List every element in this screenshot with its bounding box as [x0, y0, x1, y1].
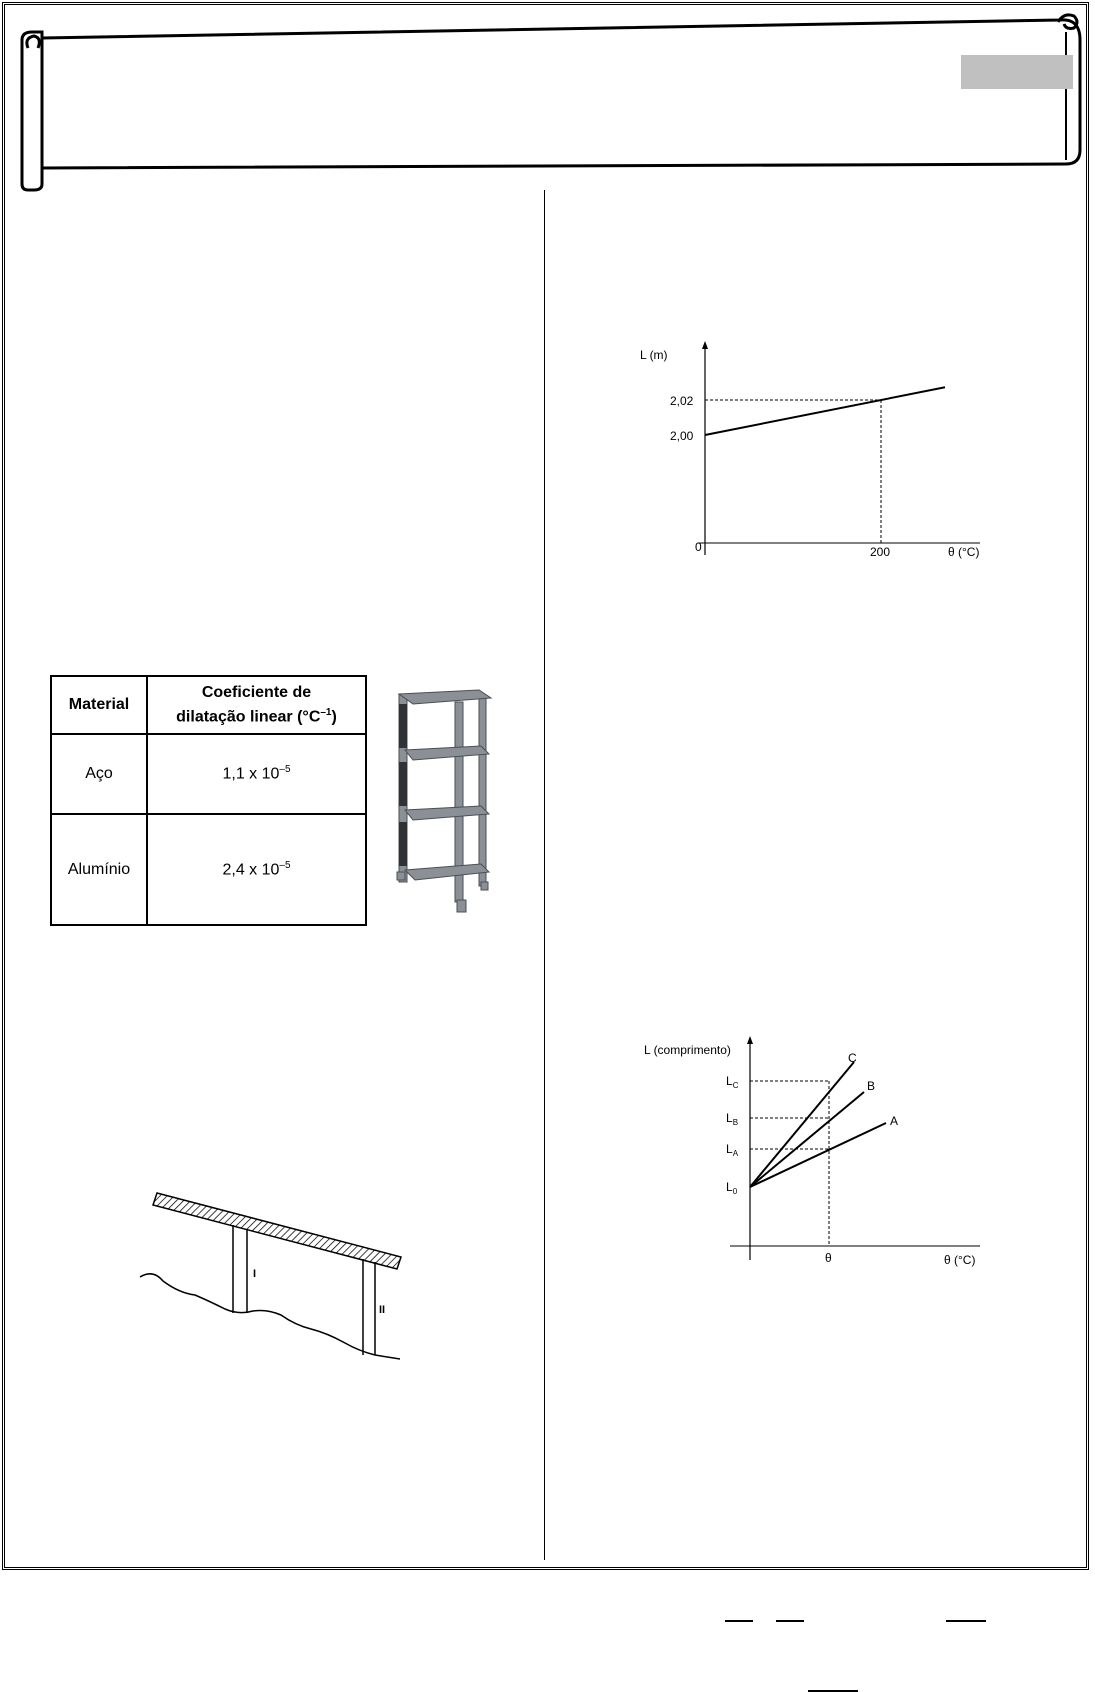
series-line-b — [750, 1092, 864, 1187]
material-cell: Aço — [51, 734, 147, 814]
data-line — [705, 387, 945, 435]
x-tick-label: θ — [825, 1251, 832, 1265]
metal-shelf-image — [393, 688, 498, 916]
header-coef-line2: dilatação linear (°C — [176, 708, 321, 726]
y-axis-label: L (m) — [640, 348, 668, 362]
y-axis-arrow — [747, 1036, 753, 1044]
coef-mantissa: 1,1 x 10 — [222, 765, 280, 783]
table-row — [51, 734, 366, 814]
header-coefficient — [147, 676, 366, 734]
coefficient-cell — [147, 814, 366, 925]
y-tick-lb: $L_B$ — [726, 1111, 739, 1127]
y-tick-lc: $L_C$ — [726, 1074, 739, 1090]
y-axis-label: L (comprimento) — [644, 1043, 731, 1057]
series-label-c: C — [848, 1051, 857, 1065]
column-divider — [544, 190, 545, 1560]
series-label-a: A — [890, 1114, 899, 1128]
coef-exp: –5 — [279, 764, 291, 776]
abc-length-chart — [610, 1030, 990, 1275]
y-tick-label: 2,02 — [670, 394, 694, 408]
coef-mantissa: 2,4 x 10 — [222, 861, 280, 879]
x-tick-label: 200 — [870, 545, 891, 559]
header-material: Material — [51, 676, 147, 734]
answer-blank-2 — [776, 1620, 804, 1622]
coefficient-table — [50, 675, 367, 924]
series-label-b: B — [867, 1079, 876, 1093]
y-tick-la: $L_A$ — [726, 1142, 739, 1158]
coef-exp: –5 — [279, 859, 291, 871]
x-axis-label: θ (°C) — [944, 1253, 976, 1267]
table-row — [51, 814, 366, 925]
length-temperature-chart — [640, 335, 990, 590]
scroll-banner — [0, 0, 1095, 200]
y-tick-label: 2,00 — [670, 429, 694, 443]
header-coef-line1: Coeficiente de — [201, 683, 312, 701]
pillar-label-i: I — [253, 1268, 257, 1280]
answer-blank-3 — [946, 1620, 986, 1622]
header-coef-sup: –1 — [320, 706, 332, 718]
y-axis-arrow — [702, 341, 708, 349]
pillar-label-ii: II — [379, 1304, 386, 1316]
roof-pillars-diagram — [135, 1185, 410, 1370]
x-tick-label: 0 — [695, 540, 702, 554]
coefficient-cell — [147, 734, 366, 814]
header-coef-end: ) — [331, 708, 337, 726]
material-cell: Alumínio — [51, 814, 147, 925]
x-axis-label: θ (°C) — [948, 545, 980, 559]
y-tick-l0: $L_0$ — [726, 1180, 738, 1196]
series-line-a — [750, 1123, 886, 1187]
header-tag-box — [961, 55, 1073, 89]
answer-blank-1 — [725, 1620, 753, 1622]
